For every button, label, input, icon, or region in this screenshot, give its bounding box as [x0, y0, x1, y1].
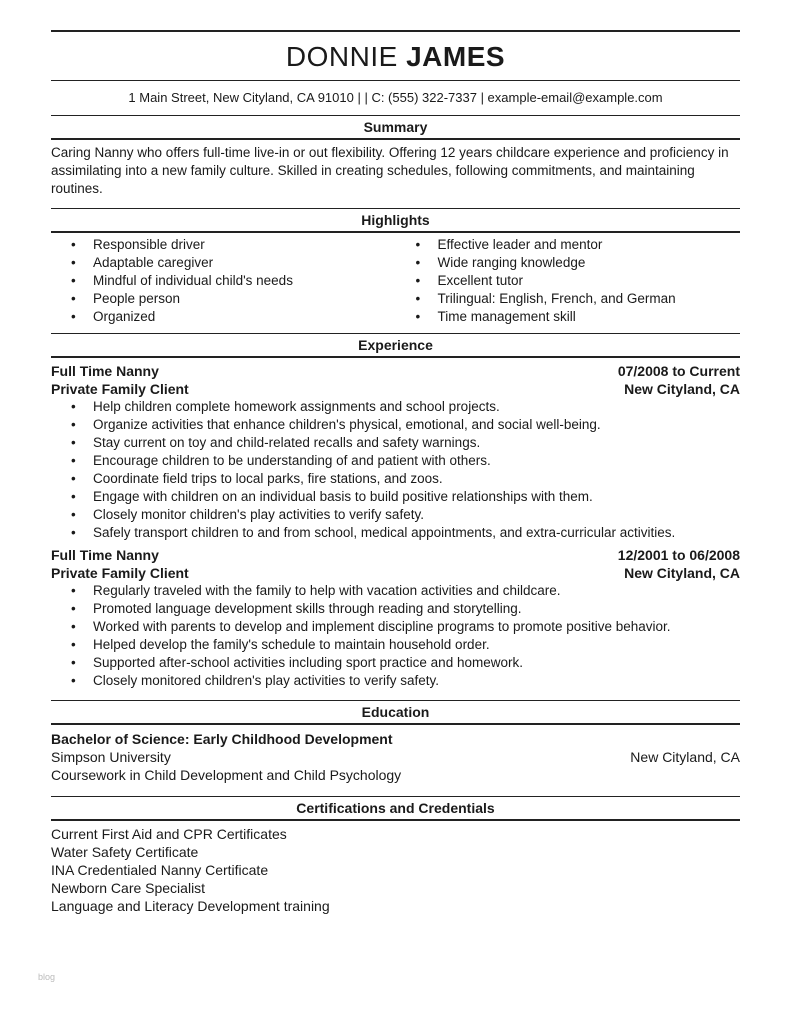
job-title-row	[51, 362, 740, 380]
certification-item: INA Credentialed Nanny Certificate	[51, 862, 269, 878]
education-heading: Education	[361, 704, 430, 720]
job-entry	[51, 362, 740, 542]
experience-heading: Experience	[358, 337, 433, 353]
job-title: Full Time Nanny	[51, 363, 159, 379]
experience-rule-bottom	[51, 356, 740, 358]
resume-page	[51, 0, 740, 915]
highlights-heading: Highlights	[361, 212, 430, 228]
school-row	[51, 748, 740, 766]
highlight-item: • Wide ranging knowledge	[396, 254, 741, 272]
summary-rule-bottom	[51, 138, 740, 140]
job-dates: 12/2001 to 06/2008	[617, 547, 740, 563]
list-item: • Encourage children to be understanding of and patient with others.	[51, 452, 740, 470]
job-location: New Cityland, CA	[624, 381, 740, 397]
list-item: • Worked with parents to develop and implement discipline programs to promote positive behavior.	[51, 618, 740, 636]
job-location: New Cityland, CA	[624, 565, 740, 581]
highlights-right-column	[396, 236, 741, 326]
highlight-item: • Mindful of individual child's needs	[51, 272, 396, 290]
list-item: • Closely monitor children's play activities to verify safety.	[51, 506, 740, 524]
job-duties	[51, 582, 740, 690]
highlight-item: • Organized	[51, 308, 396, 326]
first-name: DONNIE	[285, 41, 398, 72]
education-rule-bottom	[51, 723, 740, 725]
list-item: • Supported after-school activities including sport practice and homework.	[51, 654, 740, 672]
summary-heading: Summary	[363, 119, 428, 135]
highlight-item: • People person	[51, 290, 396, 308]
highlight-item: • Effective leader and mentor	[396, 236, 741, 254]
highlight-item: • Excellent tutor	[396, 272, 741, 290]
highlight-item: • Time management skill	[396, 308, 741, 326]
list-item: • Stay current on toy and child-related recalls and safety warnings.	[51, 434, 740, 452]
job-employer: Private Family Client	[51, 565, 189, 581]
last-name: JAMES	[406, 41, 506, 72]
top-rule	[51, 30, 740, 32]
certification-item: Current First Aid and CPR Certificates	[51, 826, 287, 842]
job-entry	[51, 546, 740, 690]
list-item: • Help children complete homework assignments and school projects.	[51, 398, 740, 416]
certification-item: Water Safety Certificate	[51, 844, 199, 860]
candidate-name	[51, 34, 740, 80]
contact-line: 1 Main Street, New Cityland, CA 91010 | | C: (555) 322-7337 | example-email@example.com	[128, 90, 663, 105]
job-duties	[51, 398, 740, 542]
highlights-list	[51, 236, 740, 326]
list-item: • Organize activities that enhance children's physical, emotional, and social well-being.	[51, 416, 740, 434]
coursework: Coursework in Child Development and Child Psychology	[51, 767, 402, 783]
highlight-item: • Responsible driver	[51, 236, 396, 254]
highlight-item: • Adaptable caregiver	[51, 254, 396, 272]
job-employer-row	[51, 564, 740, 582]
highlight-item: • Trilingual: English, French, and German	[396, 290, 741, 308]
list-item: • Regularly traveled with the family to help with vacation activities and childcare.	[51, 582, 740, 600]
job-title-row	[51, 546, 740, 564]
job-employer-row	[51, 380, 740, 398]
education-entry	[51, 730, 740, 784]
highlights-rule-bottom	[51, 231, 740, 233]
job-dates: 07/2008 to Current	[617, 363, 740, 379]
list-item: • Engage with children on an individual basis to build positive relationships with them.	[51, 488, 740, 506]
list-item: • Helped develop the family's schedule to maintain household order.	[51, 636, 740, 654]
list-item: • Coordinate field trips to local parks, fire stations, and zoos.	[51, 470, 740, 488]
list-item: • Safely transport children to and from school, medical appointments, and extra-curricular activities.	[51, 524, 740, 542]
certification-item: Language and Literacy Development training	[51, 898, 330, 914]
watermark-text: blog	[38, 972, 56, 982]
degree-row	[51, 730, 740, 748]
highlights-left-column	[51, 236, 396, 326]
school-name: Simpson University	[51, 749, 171, 765]
certifications-list	[51, 825, 740, 915]
certification-item: Newborn Care Specialist	[51, 880, 206, 896]
list-item: • Closely monitored children's play activities to verify safety.	[51, 672, 740, 690]
job-title: Full Time Nanny	[51, 547, 159, 563]
certifications-rule-bottom	[51, 819, 740, 821]
degree: Bachelor of Science: Early Childhood Development	[51, 731, 393, 747]
list-item: • Promoted language development skills through reading and storytelling.	[51, 600, 740, 618]
school-location: New Cityland, CA	[630, 749, 740, 765]
certifications-heading: Certifications and Credentials	[296, 800, 495, 816]
job-employer: Private Family Client	[51, 381, 189, 397]
summary-text: Caring Nanny who offers full-time live-in or out flexibility. Offering 12 years childcare experience and proficiency in assimilating into a new family culture. Skilled in creating schedules, following commitments, and maintaining routines.	[51, 145, 729, 196]
coursework-row	[51, 766, 740, 784]
